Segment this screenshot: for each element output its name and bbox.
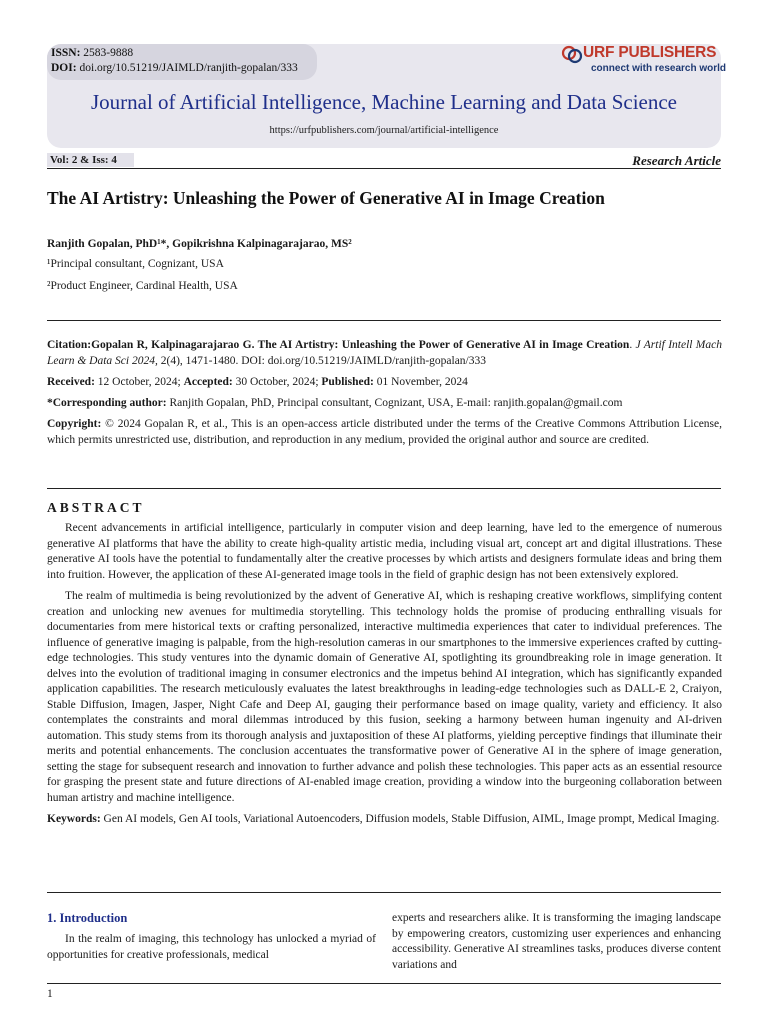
volume-issue: Vol: 2 & Iss: 4 [47,153,134,167]
copyright [47,417,722,448]
issn-value: 2583-9888 [83,47,134,59]
intro-top-rule [47,892,721,893]
received-date: 12 October, 2024; [97,376,181,388]
abstract-top-rule [47,488,721,489]
received-label: Received: [47,376,95,388]
intro-right-text: experts and researchers alike. It is transforming the imaging landscape by empowering creators, customizing user experiences and enhancing accessibility. Generative AI streamlines tasks, produces diverse content variations and [392,912,721,971]
abstract-paragraph-1: Recent advancements in artificial intelligence, particularly in computer vision and deep learning, have led to the emergence of numerous generative AI platforms that have the ability to create high-quality artistic media, including visual art, concept art and digital illustrations. These generative AI tools have the potential to fundamentally alter the creative processes by which artists and designers formulate ideas and bring them into fruition. However, the application of these AI-generated image tools in the field of graphic design has not been extensively explored. [47,522,722,581]
abstract-heading: ABSTRACT [47,500,145,515]
accepted-label: Accepted: [183,376,233,388]
authors: Ranjith Gopalan, PhD¹*, Gopikrishna Kalpinagarajarao, MS² [47,238,352,250]
publisher-tagline: connect with research world [591,63,727,74]
copyright-label: Copyright: [47,418,102,430]
keywords-label: Keywords: [47,813,101,825]
publisher-logo-icon [561,44,583,66]
keywords [47,812,722,828]
intro-left-column [47,932,376,963]
issn-label: ISSN: [51,47,81,59]
citation: Citation:Gopalan R, Kalpinagarajarao G. The AI Artistry: Unleashing the Power of Generative AI in Image Creation. J Artif Intell Mach Learn & Data Sci 2024, 2(4), 1471-1480. DOI: doi.org/10.51219/JAIMLD/ranjith-gopalan/333 [47,339,722,367]
copyright-text: © 2024 Gopalan R, et al., This is an open-access article distributed under the terms of the Creative Commons Attribution License, which permits unrestricted use, distribution, and reproduction in any medium, provided the original author and source are credited. [47,418,722,446]
corresponding-author [47,396,722,412]
header-rule [47,168,721,169]
citation-title: Gopalan R, Kalpinagarajarao G. The AI Artistry: Unleashing the Power of Generative AI in Image Creation [91,339,630,351]
journal-url[interactable]: https://urfpublishers.com/journal/artificial-intelligence [269,125,499,136]
intro-left-text: In the realm of imaging, this technology has unlocked a myriad of opportunities for creative professionals, medical [47,933,376,961]
accepted-date: 30 October, 2024; [235,376,319,388]
doi-label: DOI: [51,62,77,74]
affiliation-2: ²Product Engineer, Cardinal Health, USA [47,280,238,292]
introduction-heading: 1. Introduction [47,911,128,925]
published-date: 01 November, 2024 [376,376,468,388]
doi-line [51,62,298,74]
corresponding-text: Ranjith Gopalan, PhD, Principal consultant, Cognizant, USA, E-mail: ranjith.gopalan@gmail.com [169,397,623,409]
doi-value: doi.org/10.51219/JAIMLD/ranjith-gopalan/333 [79,62,298,74]
published-label: Published: [321,376,374,388]
article-title: The AI Artistry: Unleashing the Power of Generative AI in Image Creation [47,188,605,208]
citation-top-rule [47,320,721,321]
dates [47,375,722,391]
journal-title: Journal of Artificial Intelligence, Machine Learning and Data Science [90,90,677,114]
corresponding-label: *Corresponding author: [47,397,167,409]
issn-line [51,47,133,59]
article-type: Research Article [632,153,721,168]
publisher-name: URF PUBLISHERS [583,44,717,61]
page-number: 1 [47,988,53,1000]
citation-rest[interactable]: 2(4), 1471-1480. DOI: doi.org/10.51219/JAIMLD/ranjith-gopalan/333 [160,354,486,367]
intro-right-column [392,911,721,973]
abstract-paragraph-2: The realm of multimedia is being revolutionized by the advent of Generative AI, which is reshaping creative workflows, simplifying content creation and unlocking new avenues for multimedia storytelling. This technology holds the promise of producing enthralling visuals for documentaries from mere historical texts or crafting personalized, interactive multimedia experiences that cater to individual preferences. The influence of generative imaging is palpable, from the high-resolution cameras in our smartphones to the immersive experiences crafted by cutting-edge technologies. This study ventures into the dynamic domain of Generative AI, spotlighting its groundbreaking role in image generation. It delves into the evolution of traditional imaging in consumer electronics and the impetus behind AI integration, which has significantly expanded application capabilities. The research meticulously evaluates the latest breakthroughs in leading-edge technologies such as DALL-E 2, Craiyon, Stable Diffusion, Imagen, Jasper, Night Cafe and Deep AI, gauging their performance based on image quality, variety and efficiency. It also contemplates the constraints and moral dilemmas introduced by this fusion, seeking a harmony between human ingenuity and AI-driven automation. This study stems from its thorough analysis and juxtaposition of these AI platforms, yielding perceptive findings that illuminate their merits and potential enhancements. The conclusion accentuates the transformative power of Generative AI in the sphere of image generation, setting the stage for subsequent research and innovation to further advance and polish these technologies. This paper acts as an essential resource for grasping the present state and future directions of AI-enabled image creation, providing a window into the burgeoning collaboration between human artistry and machine intelligence. [47,590,722,804]
affiliation-1: ¹Principal consultant, Cognizant, USA [47,258,224,270]
keywords-text: Gen AI models, Gen AI tools, Variational Autoencoders, Diffusion models, Stable Diffusion, AIML, Image prompt, Medical Imaging. [103,813,720,825]
footer-rule [47,983,721,984]
abstract-body [47,521,722,828]
citation-label: Citation: [47,339,92,351]
citation-journal: J Artif Intell Mach Learn & Data Sci 2024, [47,339,722,367]
